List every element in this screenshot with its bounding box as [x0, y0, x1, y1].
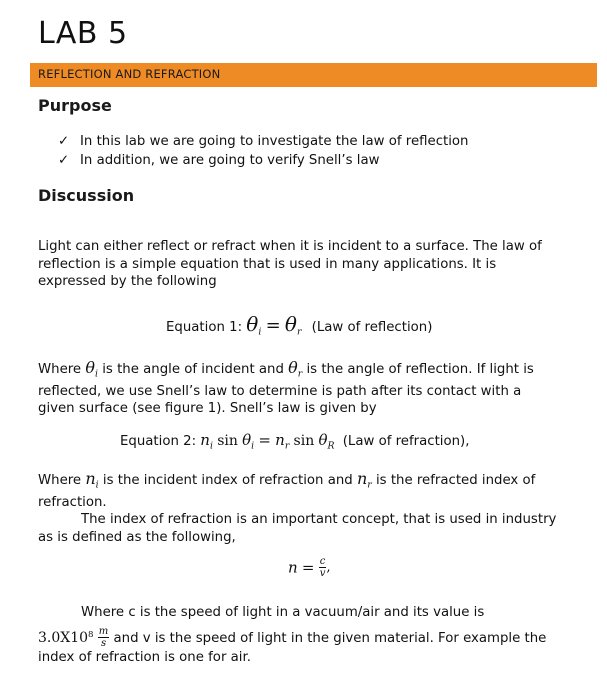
exponent: 8: [88, 629, 94, 640]
unit-denominator: s: [100, 637, 107, 649]
n-symbol: n: [356, 469, 368, 488]
sin-operator: sin: [293, 433, 315, 449]
discussion-paragraph-4: [38, 604, 603, 666]
subscript-i: i: [258, 326, 262, 338]
subscript-R: R: [327, 440, 335, 452]
equals-sign: =: [258, 431, 271, 449]
section-banner: [30, 63, 597, 87]
discussion-paragraph-2: [38, 359, 603, 418]
theta-symbol: θ: [242, 431, 252, 449]
subscript-i: i: [95, 479, 99, 491]
subscript-i: i: [251, 440, 255, 452]
equation-label: Equation 2:: [120, 434, 197, 449]
discussion-paragraph-3: [38, 470, 603, 546]
text-line: expressed by the following: [38, 274, 217, 289]
theta-symbol: θ: [246, 312, 259, 336]
text-fragment: is the angle of reflection. If light is: [306, 362, 534, 377]
theta-symbol: θ: [318, 431, 328, 449]
equation-2: [120, 431, 469, 451]
unit-m-per-s: [98, 626, 109, 649]
text-line: reflection is a simple equation that is used in many applications. It is: [38, 256, 497, 272]
sin-operator: sin: [217, 433, 238, 449]
purpose-item-text: In addition, we are going to verify Snell’s law: [80, 153, 380, 168]
text-line: as is defined as the following,: [38, 529, 236, 545]
equation-label: Equation 1:: [166, 320, 243, 335]
text-line: refraction.: [38, 494, 107, 510]
theta-symbol: θ: [288, 358, 298, 377]
n-symbol: n: [275, 431, 285, 449]
page-title: LAB 5: [38, 16, 128, 51]
banner-label: REFLECTION AND REFRACTION: [38, 67, 221, 81]
text-line: The index of refraction is an important concept, that is used in industry: [81, 512, 557, 528]
checkmark-icon: ✓: [58, 153, 70, 168]
text-line: given surface (see figure 1). Snell’s law is given by: [38, 401, 377, 417]
unit-numerator: m: [98, 625, 109, 637]
text-fragment: is the angle of incident and: [102, 362, 284, 377]
purpose-item: [58, 133, 468, 151]
text-line: [38, 470, 603, 494]
text-line: [38, 359, 603, 383]
n-symbol: n: [200, 431, 210, 449]
checkmark-icon: ✓: [58, 134, 70, 149]
purpose-heading: Purpose: [38, 96, 112, 115]
purpose-item: [58, 152, 379, 170]
text-line: Where c is the speed of light in a vacuum/air and its value is: [81, 605, 485, 620]
text-fragment: is the refracted index of: [375, 473, 536, 488]
subscript-r: r: [367, 479, 372, 491]
discussion-heading: Discussion: [38, 186, 135, 205]
text-fragment: Where: [38, 473, 82, 488]
text-fragment: is the incident index of refraction and: [102, 473, 353, 488]
text-line: [38, 626, 603, 649]
text-line: Light can either reflect or refract when it is incident to a surface. The law of: [38, 239, 542, 254]
n-symbol: n: [288, 558, 298, 577]
n-symbol: n: [85, 469, 96, 488]
text-line: index of refraction is one for air.: [38, 649, 251, 665]
text-line: reflected, we use Snell’s law to determine is path after its contact with a: [38, 383, 522, 399]
text-fragment: and v is the speed of light in the given material. For example the: [113, 630, 547, 646]
fraction-numerator: c: [319, 556, 326, 567]
fraction-denominator: v: [319, 568, 326, 579]
subscript-i: i: [209, 440, 213, 452]
equation-1: [166, 312, 432, 337]
equation-note: (Law of refraction),: [342, 434, 470, 449]
theta-symbol: θ: [284, 312, 297, 336]
comma: ,: [326, 560, 331, 575]
theta-symbol: θ: [85, 358, 95, 377]
equals-sign: =: [301, 558, 315, 577]
equals-sign: =: [265, 315, 281, 336]
text-fragment: Where: [38, 362, 82, 377]
speed-value: 3.0X10: [38, 629, 89, 646]
purpose-item-text: In this lab we are going to investigate the law of reflection: [80, 134, 469, 149]
subscript-r: r: [297, 368, 303, 380]
equation-3: [288, 556, 331, 579]
subscript-r: r: [296, 326, 302, 338]
subscript-r: r: [284, 440, 290, 452]
discussion-paragraph-1: [38, 238, 598, 291]
equation-note: (Law of reflection): [311, 320, 433, 335]
subscript-i: i: [95, 368, 98, 380]
